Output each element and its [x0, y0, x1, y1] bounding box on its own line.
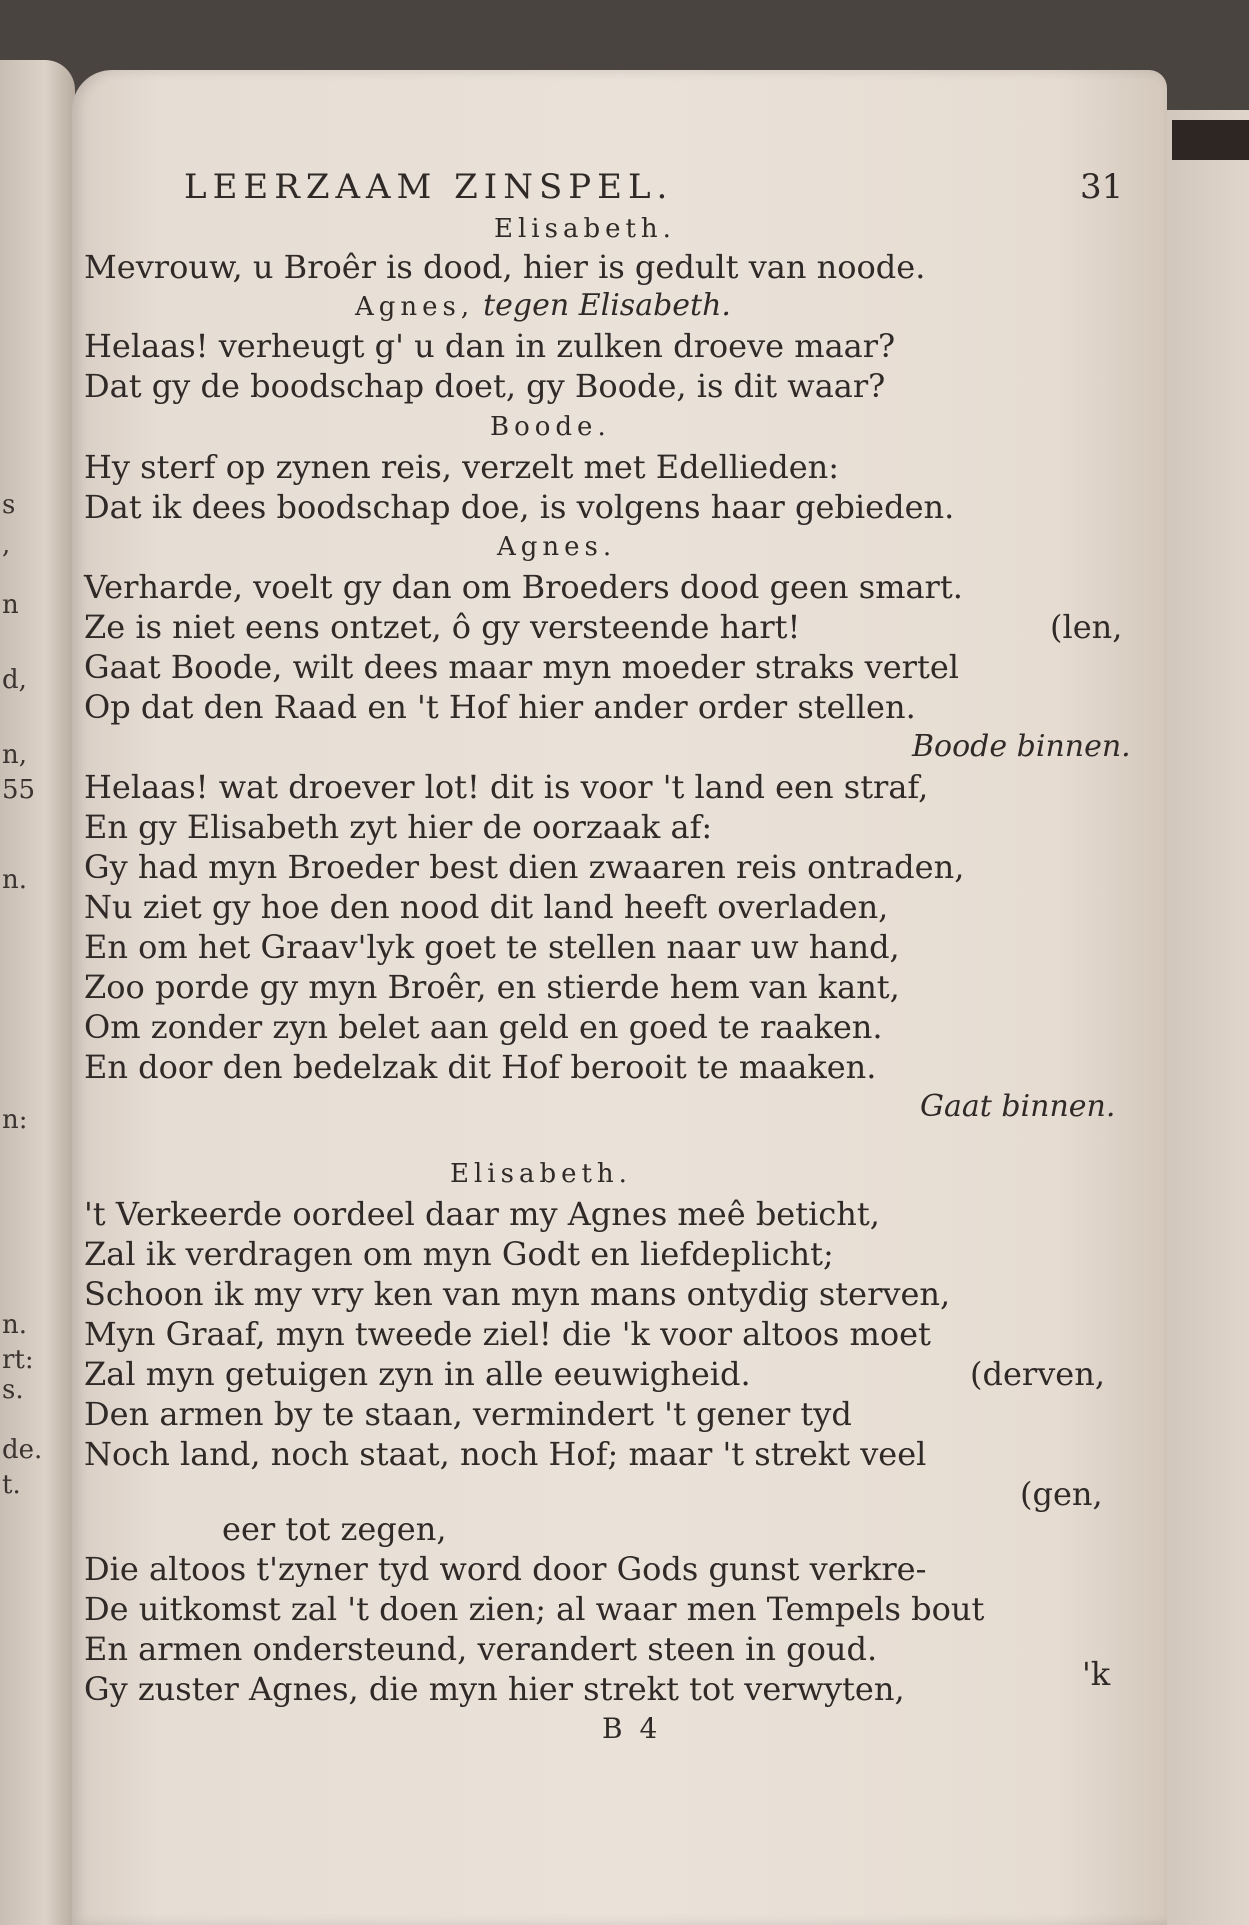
verse-line: Dat gy de boodschap doet, gy Boode, is dit waar? — [84, 367, 886, 405]
speaker-heading: Elisabeth. — [494, 214, 676, 244]
left-page-fragment: t. — [2, 1470, 21, 1500]
left-page-fragment: s — [2, 490, 16, 520]
catchword: 'k — [1082, 1655, 1111, 1693]
running-head: LEERZAAM ZINSPEL. — [184, 167, 674, 207]
stage-direction: tegen Elisabeth. — [483, 288, 731, 323]
facing-left-page — [0, 60, 75, 1925]
page-number: 31 — [1080, 167, 1124, 207]
left-page-fragment: de. — [2, 1435, 43, 1465]
verse-line: Verharde, voelt gy dan om Broeders dood geen smart. — [84, 568, 963, 606]
verse-line: Noch land, noch staat, noch Hof; maar 't strekt veel — [84, 1435, 927, 1473]
verse-line: Dat ik dees boodschap doe, is volgens haar gebieden. — [84, 488, 955, 526]
turnover-fragment: (derven, — [970, 1355, 1105, 1393]
verse-line: En armen ondersteund, verandert steen in goud. — [84, 1630, 878, 1668]
verse-line: Myn Graaf, myn tweede ziel! die 'k voor altoos moet — [84, 1315, 931, 1353]
speaker-heading — [355, 287, 731, 326]
verse-line: 't Verkeerde oordeel daar my Agnes meê beticht, — [84, 1195, 880, 1233]
speaker-heading: Elisabeth. — [450, 1159, 632, 1189]
verse-line: Gaat Boode, wilt dees maar myn moeder straks vertel — [84, 648, 959, 686]
verse-line: En gy Elisabeth zyt hier de oorzaak af: — [84, 808, 713, 846]
verse-line: Helaas! verheugt g' u dan in zulken droeve maar? — [84, 327, 896, 365]
left-page-fragment: s. — [2, 1375, 24, 1405]
verse-line: Schoon ik my vry ken van myn mans ontydig sterven, — [84, 1275, 951, 1313]
verse-line: Gy had myn Broeder best dien zwaaren reis ontraden, — [84, 848, 965, 886]
left-page-fragment: , — [2, 530, 11, 560]
verse-line: Om zonder zyn belet aan geld en goed te raaken. — [84, 1008, 883, 1046]
verse-line: Gy zuster Agnes, die myn hier strekt tot verwyten, — [84, 1670, 905, 1708]
verse-line: eer tot zegen, — [222, 1510, 447, 1548]
left-page-fragment: n, — [2, 740, 28, 770]
left-page-fragment: n. — [2, 865, 28, 895]
turnover-fragment: (gen, — [1020, 1475, 1103, 1513]
book-page — [72, 70, 1167, 1925]
speaker-heading: Boode. — [490, 412, 611, 442]
left-page-fragment: 55 — [2, 775, 36, 805]
verse-line: Op dat den Raad en 't Hof hier ander order stellen. — [84, 688, 916, 726]
stage-direction: Gaat binnen. — [920, 1089, 1116, 1124]
verse-line: Die altoos t'zyner tyd word door Gods gunst verkre- — [84, 1550, 927, 1588]
verse-line: En om het Graav'lyk goet te stellen naar uw hand, — [84, 928, 900, 966]
left-page-fragment: n: — [2, 1105, 28, 1135]
book-cover-edge — [1172, 120, 1249, 160]
left-page-fragment: rt: — [2, 1345, 34, 1375]
verse-line: En door den bedelzak dit Hof berooit te maaken. — [84, 1048, 877, 1086]
verse-line: Mevrouw, u Broêr is dood, hier is gedult van noode. — [84, 248, 926, 286]
verse-line: Zoo porde gy myn Broêr, en stierde hem van kant, — [84, 968, 900, 1006]
verse-line: De uitkomst zal 't doen zien; al waar men Tempels bout — [84, 1590, 985, 1628]
left-page-fragment: n. — [2, 1310, 28, 1340]
turnover-fragment: (len, — [1050, 608, 1123, 646]
verse-line: Ze is niet eens ontzet, ô gy versteende hart! — [84, 608, 801, 646]
verse-line: Nu ziet gy hoe den nood dit land heeft overladen, — [84, 888, 889, 926]
verse-line: Hy sterf op zynen reis, verzelt met Edellieden: — [84, 448, 840, 486]
verse-line: Zal ik verdragen om myn Godt en liefdeplicht; — [84, 1235, 834, 1273]
verse-line: Den armen by te staan, vermindert 't gener tyd — [84, 1395, 852, 1433]
signature-mark: B 4 — [602, 1712, 662, 1745]
verse-line: Helaas! wat droever lot! dit is voor 't land een straf, — [84, 768, 929, 806]
stage-direction: Boode binnen. — [912, 729, 1131, 764]
left-page-fragment: d, — [2, 665, 27, 695]
verse-line: Zal myn getuigen zyn in alle eeuwigheid. — [84, 1355, 751, 1393]
left-page-fragment: n — [2, 590, 19, 620]
speaker-name: Agnes, — [355, 292, 475, 322]
speaker-heading: Agnes. — [497, 532, 617, 562]
